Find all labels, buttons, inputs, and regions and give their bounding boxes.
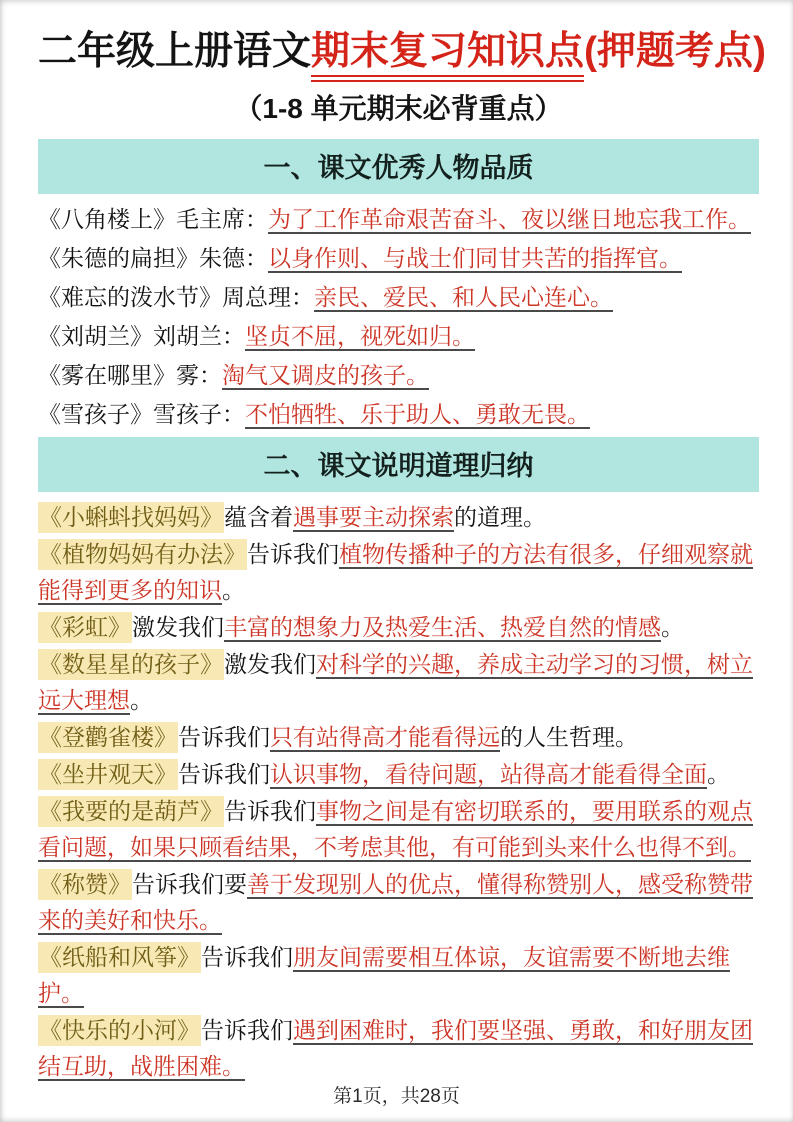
body-text: 告诉我们 <box>224 797 316 824</box>
list-item <box>38 201 759 238</box>
body-text: 的人生哲理。 <box>500 723 638 750</box>
key-point-red-text: 植物传播种子的方法有很多，仔细观察就能得到更多的知识 <box>38 540 753 603</box>
list-item <box>38 396 759 433</box>
key-point-red-text: 不怕牺牲、乐于助人、勇敢无畏。 <box>245 400 590 427</box>
body-text: 《雾在哪里》雾： <box>38 361 222 388</box>
key-point-red-text: 淘气又调皮的孩子。 <box>222 361 429 388</box>
list-item <box>38 866 759 938</box>
section-2-header: 二、课文说明道理归纳 <box>38 437 759 492</box>
body-text: 激发我们 <box>132 613 224 640</box>
list-item <box>38 499 759 535</box>
key-point-red-text: 为了工作革命艰苦奋斗、夜以继日地忘我工作。 <box>268 205 751 232</box>
body-text: 告诉我们 <box>247 540 339 567</box>
key-point-red-text: 丰富的想象力及热爱生活、热爱自然的情感 <box>224 613 661 640</box>
list-item <box>38 240 759 277</box>
body-text: 告诉我们 <box>201 943 293 970</box>
key-point-red-text: 善于发现别人的优点，懂得称赞别人，感受称赞带来的美好和快乐。 <box>38 870 753 933</box>
list-item <box>38 646 759 718</box>
page-title <box>38 28 767 77</box>
body-text: 激发我们 <box>224 650 316 677</box>
title-paren-part: (押题考点) <box>584 30 767 73</box>
page-footer: 第1页，共28页 <box>333 1086 460 1107</box>
course-title-highlight: 《彩虹》 <box>38 612 132 643</box>
section-lesson-morals <box>38 437 759 1084</box>
course-title-highlight: 《数星星的孩子》 <box>38 649 224 680</box>
body-text: 。 <box>130 686 153 713</box>
body-text: 告诉我们要 <box>132 870 247 897</box>
body-text: 蕴含着 <box>224 503 293 530</box>
key-point-red-text: 对科学的兴趣，养成主动学习的习惯，树立远大理想 <box>38 650 753 713</box>
body-text: 。 <box>707 760 730 787</box>
body-text: 告诉我们 <box>178 760 270 787</box>
list-item <box>38 357 759 394</box>
key-point-red-text: 认识事物，看待问题，站得高才能看得全面 <box>270 760 707 787</box>
course-title-highlight: 《植物妈妈有办法》 <box>38 539 247 570</box>
key-point-red-text: 以身作则、与战士们同甘共苦的指挥官。 <box>268 244 682 271</box>
course-title-highlight: 《快乐的小河》 <box>38 1015 201 1046</box>
title-grade-part: 二年级上册语文 <box>38 30 312 73</box>
body-text: 告诉我们 <box>178 723 270 750</box>
page-subtitle: （1-8 单元期末必背重点） <box>234 92 563 124</box>
key-point-red-text: 只有站得高才能看得远 <box>270 723 500 750</box>
body-text: 《难忘的泼水节》周总理： <box>38 283 314 310</box>
course-title-highlight: 《坐井观天》 <box>38 759 178 790</box>
title-topic-part: 期末复习知识点 <box>311 30 584 82</box>
key-point-red-text: 遇事要主动探索 <box>293 503 454 530</box>
key-point-red-text: 坚贞不屈，视死如归。 <box>245 322 475 349</box>
section-1-list <box>38 201 759 433</box>
body-text: 《朱德的扁担》朱德： <box>38 244 268 271</box>
key-point-red-text: 朋友间需要相互体谅，友谊需要不断地去维护。 <box>38 943 730 1006</box>
body-text: 。 <box>661 613 684 640</box>
section-character-qualities <box>38 139 759 433</box>
list-item <box>38 536 759 608</box>
list-item <box>38 719 759 755</box>
list-item <box>38 609 759 645</box>
list-item <box>38 793 759 865</box>
body-text: 。 <box>222 576 245 603</box>
course-title-highlight: 《我要的是葫芦》 <box>38 796 224 827</box>
body-text: 告诉我们 <box>201 1016 293 1043</box>
course-title-highlight: 《小蝌蚪找妈妈》 <box>38 502 224 533</box>
course-title-highlight: 《称赞》 <box>38 869 132 900</box>
list-item <box>38 279 759 316</box>
list-item <box>38 939 759 1011</box>
section-1-header: 一、课文优秀人物品质 <box>38 139 759 194</box>
list-item <box>38 318 759 355</box>
list-item <box>38 1012 759 1084</box>
key-point-red-text: 事物之间是有密切联系的，要用联系的观点看问题，如果只顾看结果，不考虑其他，有可能到头来什么也得不到。 <box>38 797 753 860</box>
key-point-red-text: 亲民、爱民、和人民心连心。 <box>314 283 613 310</box>
body-text: 《八角楼上》毛主席： <box>38 205 268 232</box>
key-point-red-text: 遇到困难时，我们要坚强、勇敢，和好朋友团结互助，战胜困难。 <box>38 1016 753 1079</box>
course-title-highlight: 《登鹳雀楼》 <box>38 722 178 753</box>
body-text: 的道理。 <box>454 503 546 530</box>
section-2-list <box>38 499 759 1084</box>
list-item <box>38 756 759 792</box>
body-text: 《刘胡兰》刘胡兰： <box>38 322 245 349</box>
body-text: 《雪孩子》雪孩子： <box>38 400 245 427</box>
course-title-highlight: 《纸船和风筝》 <box>38 942 201 973</box>
